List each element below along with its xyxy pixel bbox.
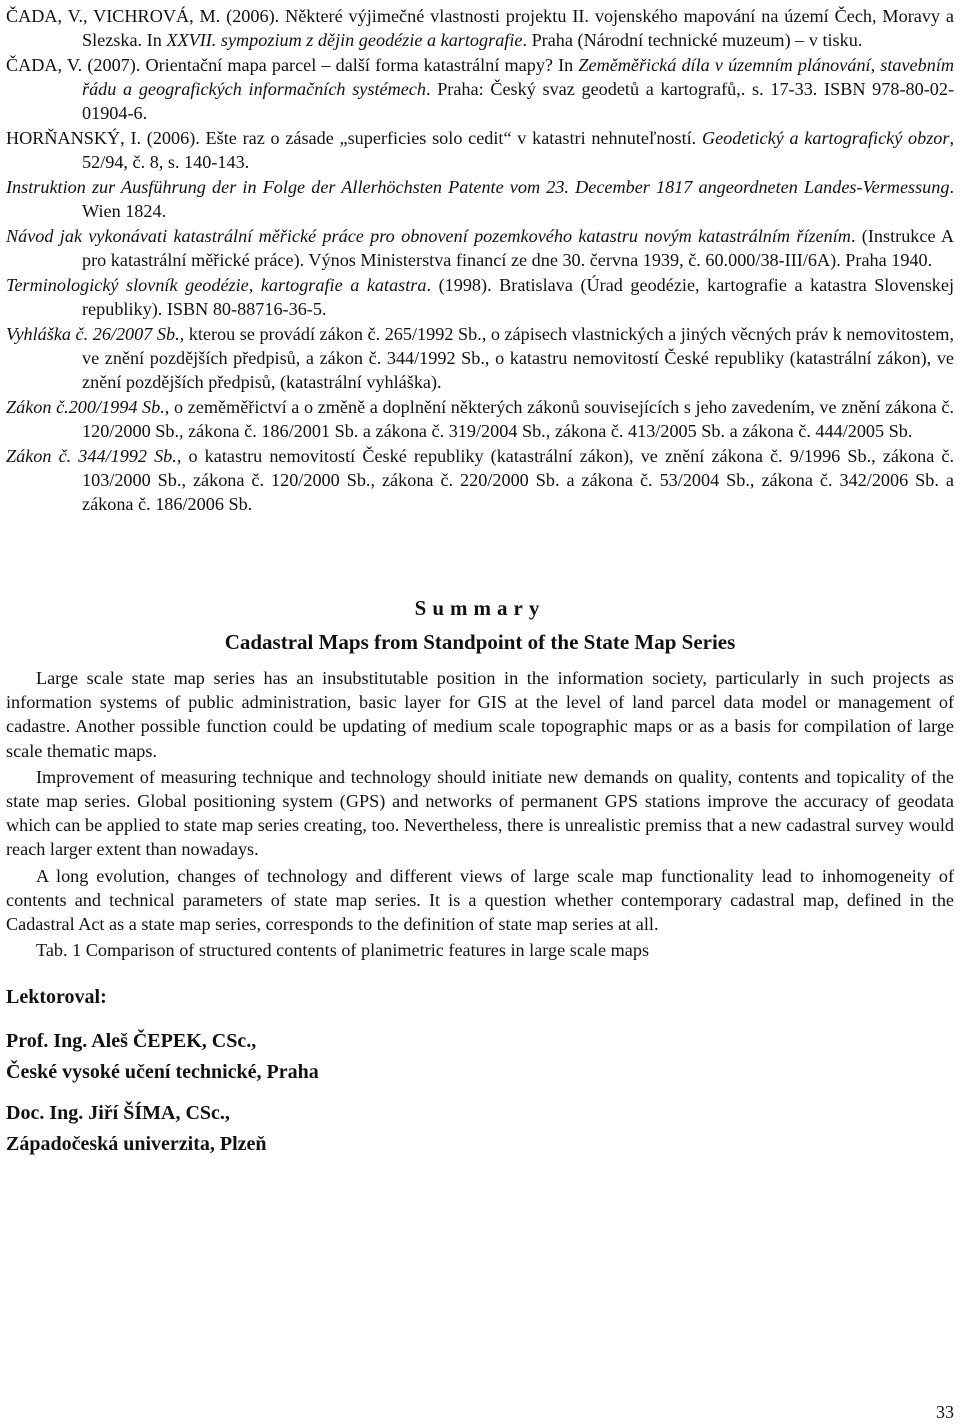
reference-entry: Vyhláška č. 26/2007 Sb., kterou se provádí zákon č. 265/1992 Sb., o zápisech vlastnických a jiných věcných práv k nemovitostem, ve znění pozdějších předpisů, a zákon č. 344/1992 Sb., o katastru nemovitostí České republiky (katastrální zákon), ve znění pozdějších předpisů, (katastrální vyhláška). <box>6 324 954 392</box>
reviewer-name: Doc. Ing. Jiří ŠÍMA, CSc., <box>6 1102 230 1124</box>
reviewer-affiliation: České vysoké učení technické, Praha <box>6 1061 319 1083</box>
page-number: 33 <box>936 1402 954 1422</box>
summary-body <box>6 666 954 962</box>
table-caption: Tab. 1 Comparison of structured contents of planimetric features in large scale maps <box>36 940 650 961</box>
reference-entry: Návod jak vykonávati katastrální měřické práce pro obnovení pozemkového katastru novým katastrálním řízením. (Instrukce A pro katastrální měřické práce). Výnos Ministerstva financí ze dne 30. června 1939, č. 60.000/38-III/6A). Praha 1940. <box>6 226 954 270</box>
reference-entry: Instruktion zur Ausführung der in Folge der Allerhöchsten Patente vom 23. December 1817 angeordneten Landes-Vermessung. Wien 1824. <box>6 177 954 221</box>
reference-entry: Zákon č. 344/1992 Sb., o katastru nemovitostí České republiky (katastrální zákon), ve znění zákona č. 9/1996 Sb., zákona č. 103/2000 Sb., zákona č. 120/2000 Sb., zákona č. 220/2000 Sb. a zákona č. 53/2004 Sb., zákona č. 342/2006 Sb. a zákona č. 186/2006 Sb. <box>6 446 954 514</box>
summary-paragraph: Improvement of measuring technique and technology should initiate new demands on quality, contents and topicality of the state map series. Global positioning system (GPS) and networks of permanent GPS stations improve the accuracy of geodata which can be applied to state map series creating, too. Nevertheless, there is unrealistic premiss that a new cadastral survey would reach larger extent than nowadays. <box>6 766 954 860</box>
reviewers-label: Lektoroval: <box>6 986 107 1008</box>
reviewer-affiliation: Západočeská univerzita, Plzeň <box>6 1133 267 1155</box>
reviewers-block <box>6 986 606 1161</box>
reviewer-name: Prof. Ing. Aleš ČEPEK, CSc., <box>6 1030 257 1052</box>
reference-entry: ČADA, V., VICHROVÁ, M. (2006). Některé výjimečné vlastnosti projektu II. vojenského mapování na území Čech, Moravy a Slezska. In XXVII. sympozium z dějin geodézie a kartografie. Praha (Národní technické muzeum) – v tisku. <box>6 6 954 50</box>
references-list <box>6 4 954 517</box>
reference-entry: ČADA, V. (2007). Orientační mapa parcel – další forma katastrální mapy? In Zeměměřická díla v územním plánování, stavebním řádu a geografických informačních systémech. Praha: Český svaz geodetů a kartografů,. s. 17-33. ISBN 978-80-02-01904-6. <box>6 55 955 123</box>
reference-entry: Zákon č.200/1994 Sb., o zeměměřictví a o změně a doplnění některých zákonů souvisejících s jeho zavedením, ve znění zákona č. 120/2000 Sb., zákona č. 186/2001 Sb. a zákona č. 319/2004 Sb., zákona č. 413/2005 Sb. a zákona č. 444/2005 Sb. <box>6 397 954 441</box>
summary-heading: Summary <box>414 596 546 620</box>
summary-title: Cadastral Maps from Standpoint of the State Map Series <box>224 630 736 654</box>
summary-paragraph: A long evolution, changes of technology and different views of large scale map functionality lead to inhomogeneity of contents and technical parameters of state map series. It is a question whether contemporary cadastral map, defined in the Cadastral Act as a state map series, corresponds to the definition of state map series at all. <box>6 865 954 935</box>
reference-entry: Terminologický slovník geodézie, kartografie a katastra. (1998). Bratislava (Úrad geodézie, kartografie a katastra Slovenskej republiky). ISBN 80-88716-36-5. <box>6 275 955 319</box>
summary-paragraph: Large scale state map series has an insubstitutable position in the information society, particularly in such projects as information systems of public administration, basic layer for GIS at the level of land parcel data model or management of cadastre. Another possible function could be updating of medium scale topographic maps or as a basis for compilation of large scale thematic maps. <box>6 668 954 761</box>
reference-entry: HORŇANSKÝ, I. (2006). Ešte raz o zásade „superficies solo cedit“ v katastri nehnuteľností. Geodetický a kartografický obzor, 52/94, č. 8, s. 140-143. <box>6 128 954 172</box>
